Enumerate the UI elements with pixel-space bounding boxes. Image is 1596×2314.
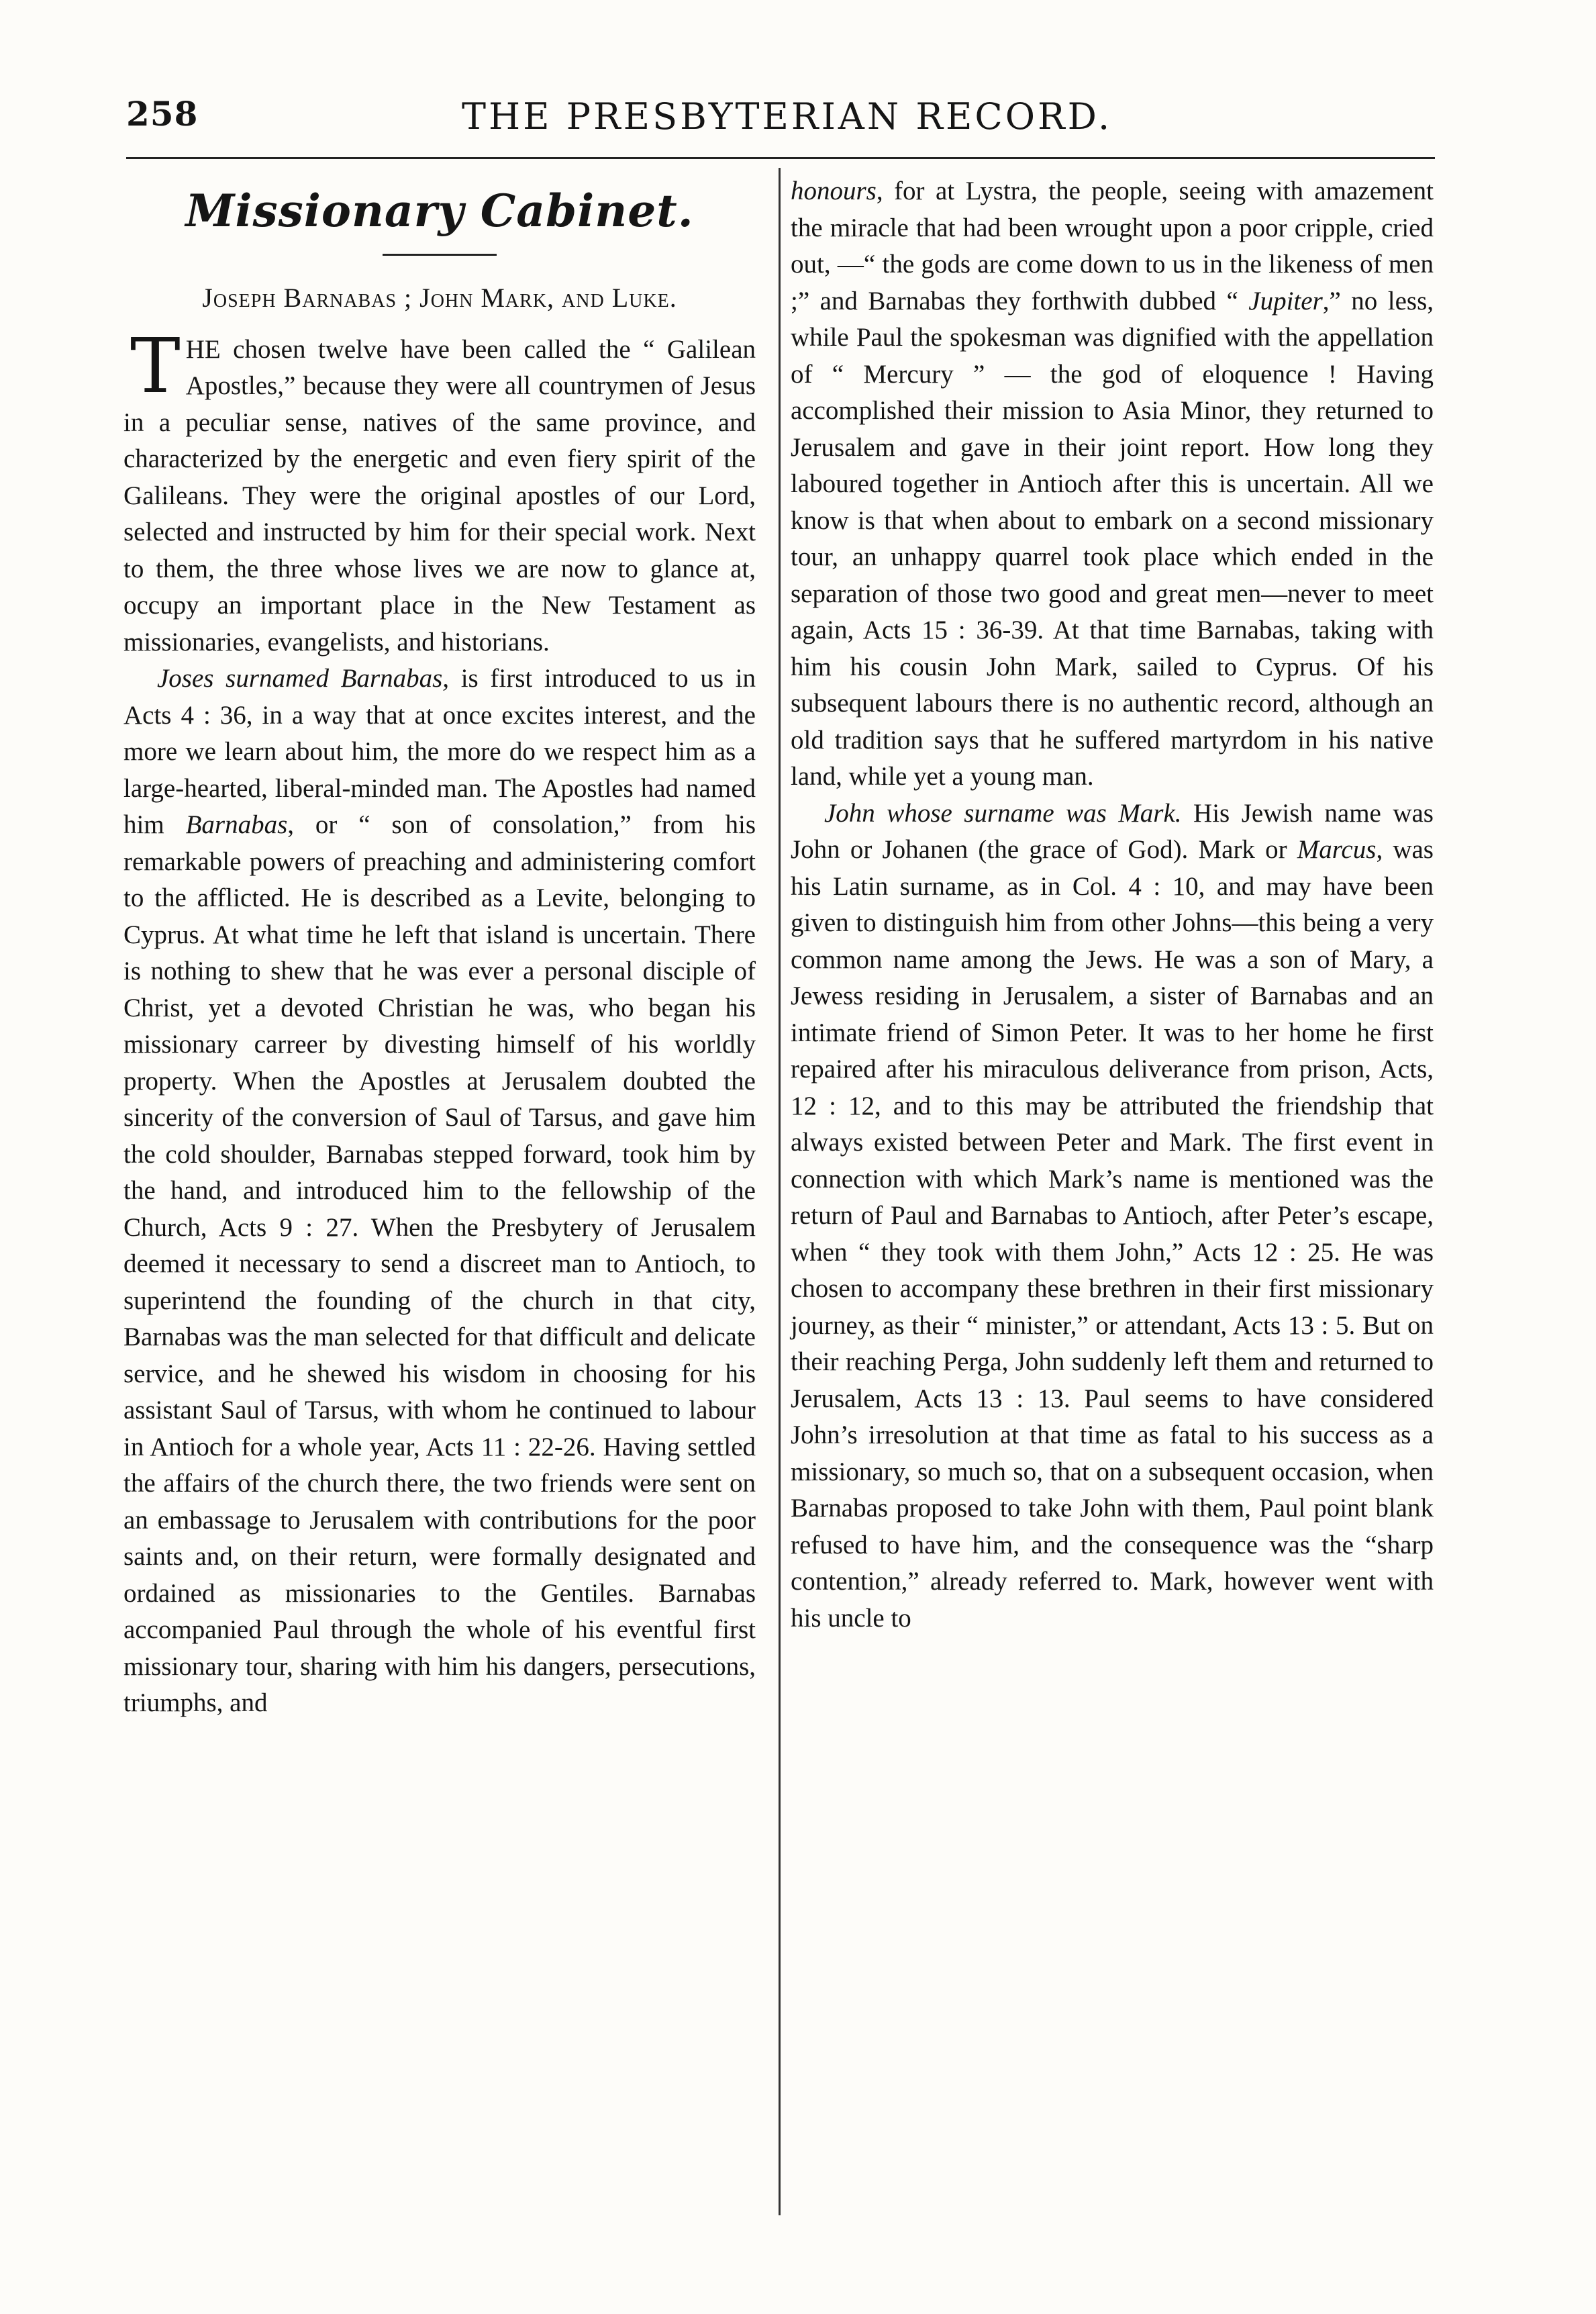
continued-text-a: , for at Lystra, the people, seeing with amazement the miracle that had been wrought upon a poor cripple, cried out, —“ the gods are come down to us in the likeness of men ;” and Barnabas they forthwith dubbed “ — [791, 177, 1434, 316]
marcus-word: Marcus — [1297, 835, 1377, 864]
paragraph-intro — [123, 322, 756, 661]
right-column — [791, 173, 1434, 1637]
left-column — [123, 173, 756, 1722]
paragraph-barnabas-text-a: is first introduced to us in Acts 4 : 36, in a way that at once excites interest, and the more we learn about him, the more do we respect him as a large-hearted, liberal-minded man. The Apostles had named him — [123, 664, 756, 839]
paragraph-mark-text-a: His Jewish name was John or Johanen (the grace of God). Mark or — [791, 798, 1434, 864]
column-divider — [779, 168, 781, 2215]
paragraph-mark — [791, 796, 1434, 1637]
paragraph-barnabas-continued — [791, 173, 1434, 796]
page-header — [126, 94, 1442, 154]
paragraph-mark-text-b: , was his Latin surname, as in Col. 4 : 10, and may have been given to distinguish him from other Johns—this being a very common name among the Jews. He was a son of Mary, a Jewess residing in Jerusalem, a sister of Barnabas and an intimate friend of Simon Peter. It was to her home he first repaired after his miraculous deliverance from prison, Acts, 12 : 12, and to this may be attributed the friendship that always existed between Peter and Mark. The first event in connection with which Mark’s name is mentioned was the return of Paul and Barnabas to Antioch, after Peter’s escape, when “ they took with them John,” Acts 12 : 25. He was chosen to accompany these brethren in their first missionary journey, as their “ minister,” or attendant, Acts 13 : 5. But on their reaching Perga, John suddenly left them and returned to Jerusalem, Acts 13 : 13. Paul seems to have considered John’s irresolution at that time as fatal to his success as a missionary, so much so, that on a subsequent occasion, when Barnabas proposed to take John with them, Paul point blank refused to have him, and the consequence was the “sharp contention,” already referred to. Mark, however went with his uncle to — [791, 835, 1434, 1633]
jupiter-word: Jupiter — [1248, 286, 1323, 316]
article-subheading: Joseph Barnabas ; John Mark, and Luke. — [202, 283, 677, 313]
honours-word: honours — [791, 177, 877, 205]
paragraph-intro-text: HE chosen twelve have been called the “ Galilean Apostles,” because they were all countrymen of Jesus in a peculiar sense, natives of the same province, and characterized by the energetic and even fiery spirit of the Galileans. They were the original apostles of our Lord, selected and instructed by him for their special work. Next to them, the three whose lives we are now to glance at, occupy an important place in the New Testament as missionaries, evangelists, and historians. — [123, 334, 756, 657]
running-title: THE PRESBYTERIAN RECORD. — [462, 95, 1113, 138]
paragraph-barnabas-lead: Joses surnamed Barnabas, — [157, 664, 450, 693]
continued-text-b: ,” no less, while Paul the spokesman was dignified with the appellation of “ Mercury ” — the god of eloquence ! Having accomplished their mission to Asia Minor, they returned to Jerusalem and gave in their joint report. How long they laboured together in Antioch after this is uncertain. All we know is that when about to embark on a second missionary tour, an unhappy quarrel took place which ended in the separation of those two good and great men—never to meet again, Acts 15 : 36-39. At that time Barnabas, taking with him his cousin John Mark, sailed to Cyprus. Of his subsequent labours there is no authentic record, although an old tradition says that he suffered martyrdom in his native land, while yet a young man. — [791, 286, 1434, 791]
title-rule — [383, 254, 497, 256]
barnabas-name: Barnabas — [185, 810, 288, 839]
paragraph-barnabas-text-b: , or “ son of consolation,” from his remarkable powers of preaching and administering comfort to the afflicted. He is described as a Levite, belonging to Cyprus. At what time he left that island is uncertain. There is nothing to shew that he was ever a personal disciple of Christ, yet a devoted Christian he was, who began his missionary carreer by divesting himself of his worldly property. When the Apostles at Jerusalem doubted the sincerity of the conversion of Saul of Tarsus, and gave him the cold shoulder, Barnabas stepped forward, took him by the hand, and introduced him to the fellowship of the Church, Acts 9 : 27. When the Presbytery of Jerusalem deemed it necessary to send a discreet man to Antioch, to superintend the founding of the church in that city, Barnabas was the man selected for that difficult and delicate service, and he shewed his wisdom in choosing for his assistant Saul of Tarsus, with whom he continued to labour in Antioch for a whole year, Acts 11 : 22-26. Having settled the affairs of the church there, the two friends were sent on an embassage to Jerusalem with contributions for the poor saints and, on their return, were formally designated and ordained as missionaries to the Gentiles. Barnabas accompanied Paul through the whole of his eventful first missionary tour, sharing with him his dangers, persecutions, triumphs, and — [123, 810, 756, 1717]
paragraph-mark-lead: John whose surname was Mark. — [824, 798, 1182, 828]
section-title: Missionary Cabinet. — [185, 185, 694, 237]
drop-cap: T — [130, 322, 181, 410]
paragraph-barnabas — [123, 661, 756, 1722]
page-number: 258 — [126, 94, 199, 134]
header-rule — [126, 157, 1435, 159]
